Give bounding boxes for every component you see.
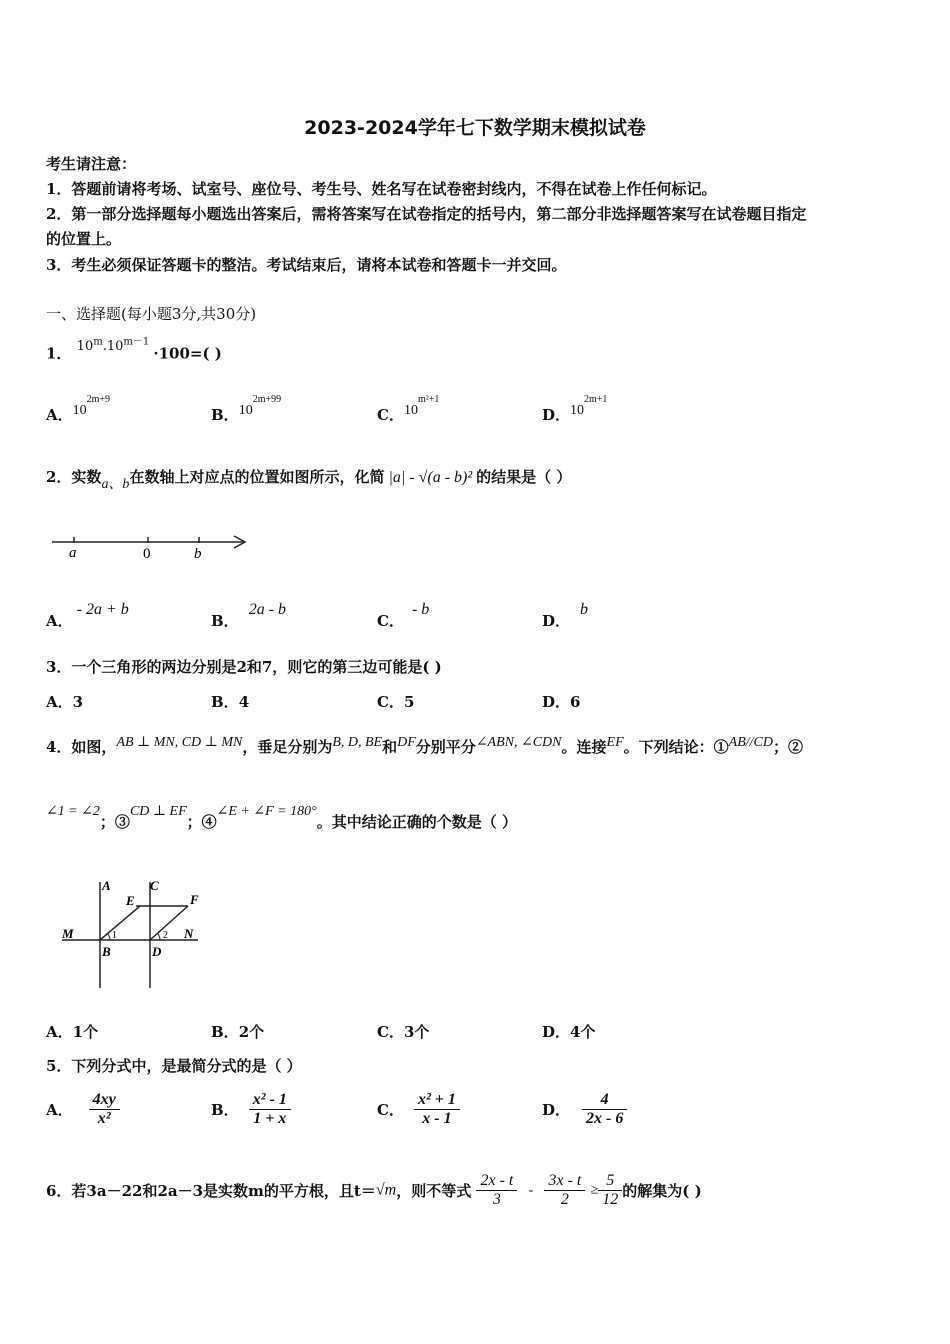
number-line-figure — [48, 528, 253, 564]
q2-option-d: D．b — [542, 601, 589, 630]
q1-option-d: D．$10^{2m+1}$ — [542, 394, 608, 424]
segment-df — [150, 906, 188, 940]
segment-be — [100, 906, 140, 940]
label-m: M — [62, 926, 74, 941]
notice-item-2-cont: 的位置上。 — [46, 230, 122, 248]
q1-stem — [46, 337, 222, 363]
q4-stem-line2: ∠1 = ∠2；③CD ⊥ EF；④∠E + ∠F = 180°。其中结论正确的个数是（ ） — [46, 804, 517, 831]
q1-exp-a: m — [93, 337, 103, 348]
angle-2-arc — [157, 933, 160, 940]
q2-vars: a、b — [101, 477, 130, 492]
page-title: 2023-2024学年七下数学期末模拟试卷 — [304, 117, 646, 139]
q4-option-b: B．2个 — [211, 1023, 265, 1041]
q4-option-c: C．3个 — [377, 1023, 430, 1041]
axis-label-a: a — [69, 545, 77, 561]
notice-item-3: 3．考生必须保证答题卡的整洁。考试结束后，请将本试卷和答题卡一并交回。 — [46, 256, 567, 274]
label-angle-2: 2 — [163, 930, 168, 941]
q2-number: 2．实数 — [46, 468, 102, 486]
label-f: F — [190, 892, 199, 907]
angle-1-arc — [107, 933, 110, 940]
q5-stem: 5．下列分式中，是最简分式的是（ ） — [46, 1057, 302, 1075]
label-c: C — [150, 878, 159, 893]
q1-base-a: 10 — [76, 339, 94, 355]
q6-stem: 6．若3a－22和2a－3是实数m的平方根，且t＝√m，则不等式 $\frac{2x - t}{3}$ - $\frac{3x - t}{2}$ ≥ $\frac{5}{12}$ 的解集为( ) — [46, 1172, 702, 1208]
q5-option-b: B． $\frac{\text{x² - 1}}{1 + x}$ — [211, 1091, 291, 1128]
axis-label-0: 0 — [143, 546, 151, 562]
q3-option-c: C．5 — [377, 693, 415, 711]
q1-tail: ·100=( ) — [153, 344, 222, 363]
q2-tail: 的结果是（ ） — [476, 468, 572, 486]
q1-exp-b: m－1 — [123, 337, 150, 348]
q5-option-a: A． $\frac{4xy}{\text{x²}}$ — [46, 1091, 120, 1128]
q1-option-a: A．$10^{2m+9}$ — [46, 394, 111, 424]
label-e: E — [126, 893, 135, 908]
q2-option-b: B．2a - b — [211, 601, 287, 630]
section-heading: 一、选择题(每小题3分,共30分) — [46, 305, 257, 323]
notice-heading: 考生请注意： — [46, 155, 137, 173]
q1-option-c: C．$10^{m^2+1}$ — [377, 394, 440, 424]
q3-option-a: A．3 — [46, 693, 84, 711]
q3-option-d: D．6 — [542, 693, 581, 711]
notice-item-1: 1．答题前请将考场、试室号、座位号、考生号、姓名写在试卷密封线内，不得在试卷上作任何标记。 — [46, 180, 717, 198]
axis-label-b: b — [194, 546, 202, 562]
label-n: N — [184, 926, 194, 941]
q2-text: 在数轴上对应点的位置如图所示，化简 — [129, 468, 385, 486]
q2-option-c: C．- b — [377, 601, 430, 630]
q4-option-d: D．4个 — [542, 1023, 596, 1041]
label-angle-1: 1 — [112, 930, 117, 941]
q2-option-a: A．- 2a + b — [46, 601, 129, 630]
q2-expr: |a| - √(a - b)² — [388, 469, 473, 486]
q2-stem — [46, 466, 572, 492]
q4-option-a: A．1个 — [46, 1023, 99, 1041]
q3-option-b: B．4 — [211, 693, 250, 711]
geometry-figure — [60, 876, 210, 996]
q1-base-b: .10 — [102, 339, 124, 355]
q3-stem: 3．一个三角形的两边分别是2和7，则它的第三边可能是( ) — [46, 658, 442, 676]
label-d: D — [152, 944, 162, 959]
q1-number: 1． — [46, 344, 72, 363]
q4-stem-line1: 4．如图，AB ⊥ MN, CD ⊥ MN，垂足分别为B, D, BE和DF分别平分∠ABN, ∠CDN。连接EF。下列结论：①AB//CD；② — [46, 735, 804, 756]
label-a: A — [102, 878, 111, 893]
q1-option-b: B．$10^{2m+99}$ — [211, 394, 282, 424]
q5-option-d: D． $\frac{4}{2x - 6}$ — [542, 1091, 627, 1128]
label-b: B — [102, 944, 111, 959]
notice-item-2: 2．第一部分选择题每小题选出答案后，需将答案写在试卷指定的括号内，第二部分非选择题答案写在试卷题目指定 — [46, 205, 807, 223]
q5-option-c: C． $\frac{\text{x² + 1}}{x - 1}$ — [377, 1091, 460, 1128]
